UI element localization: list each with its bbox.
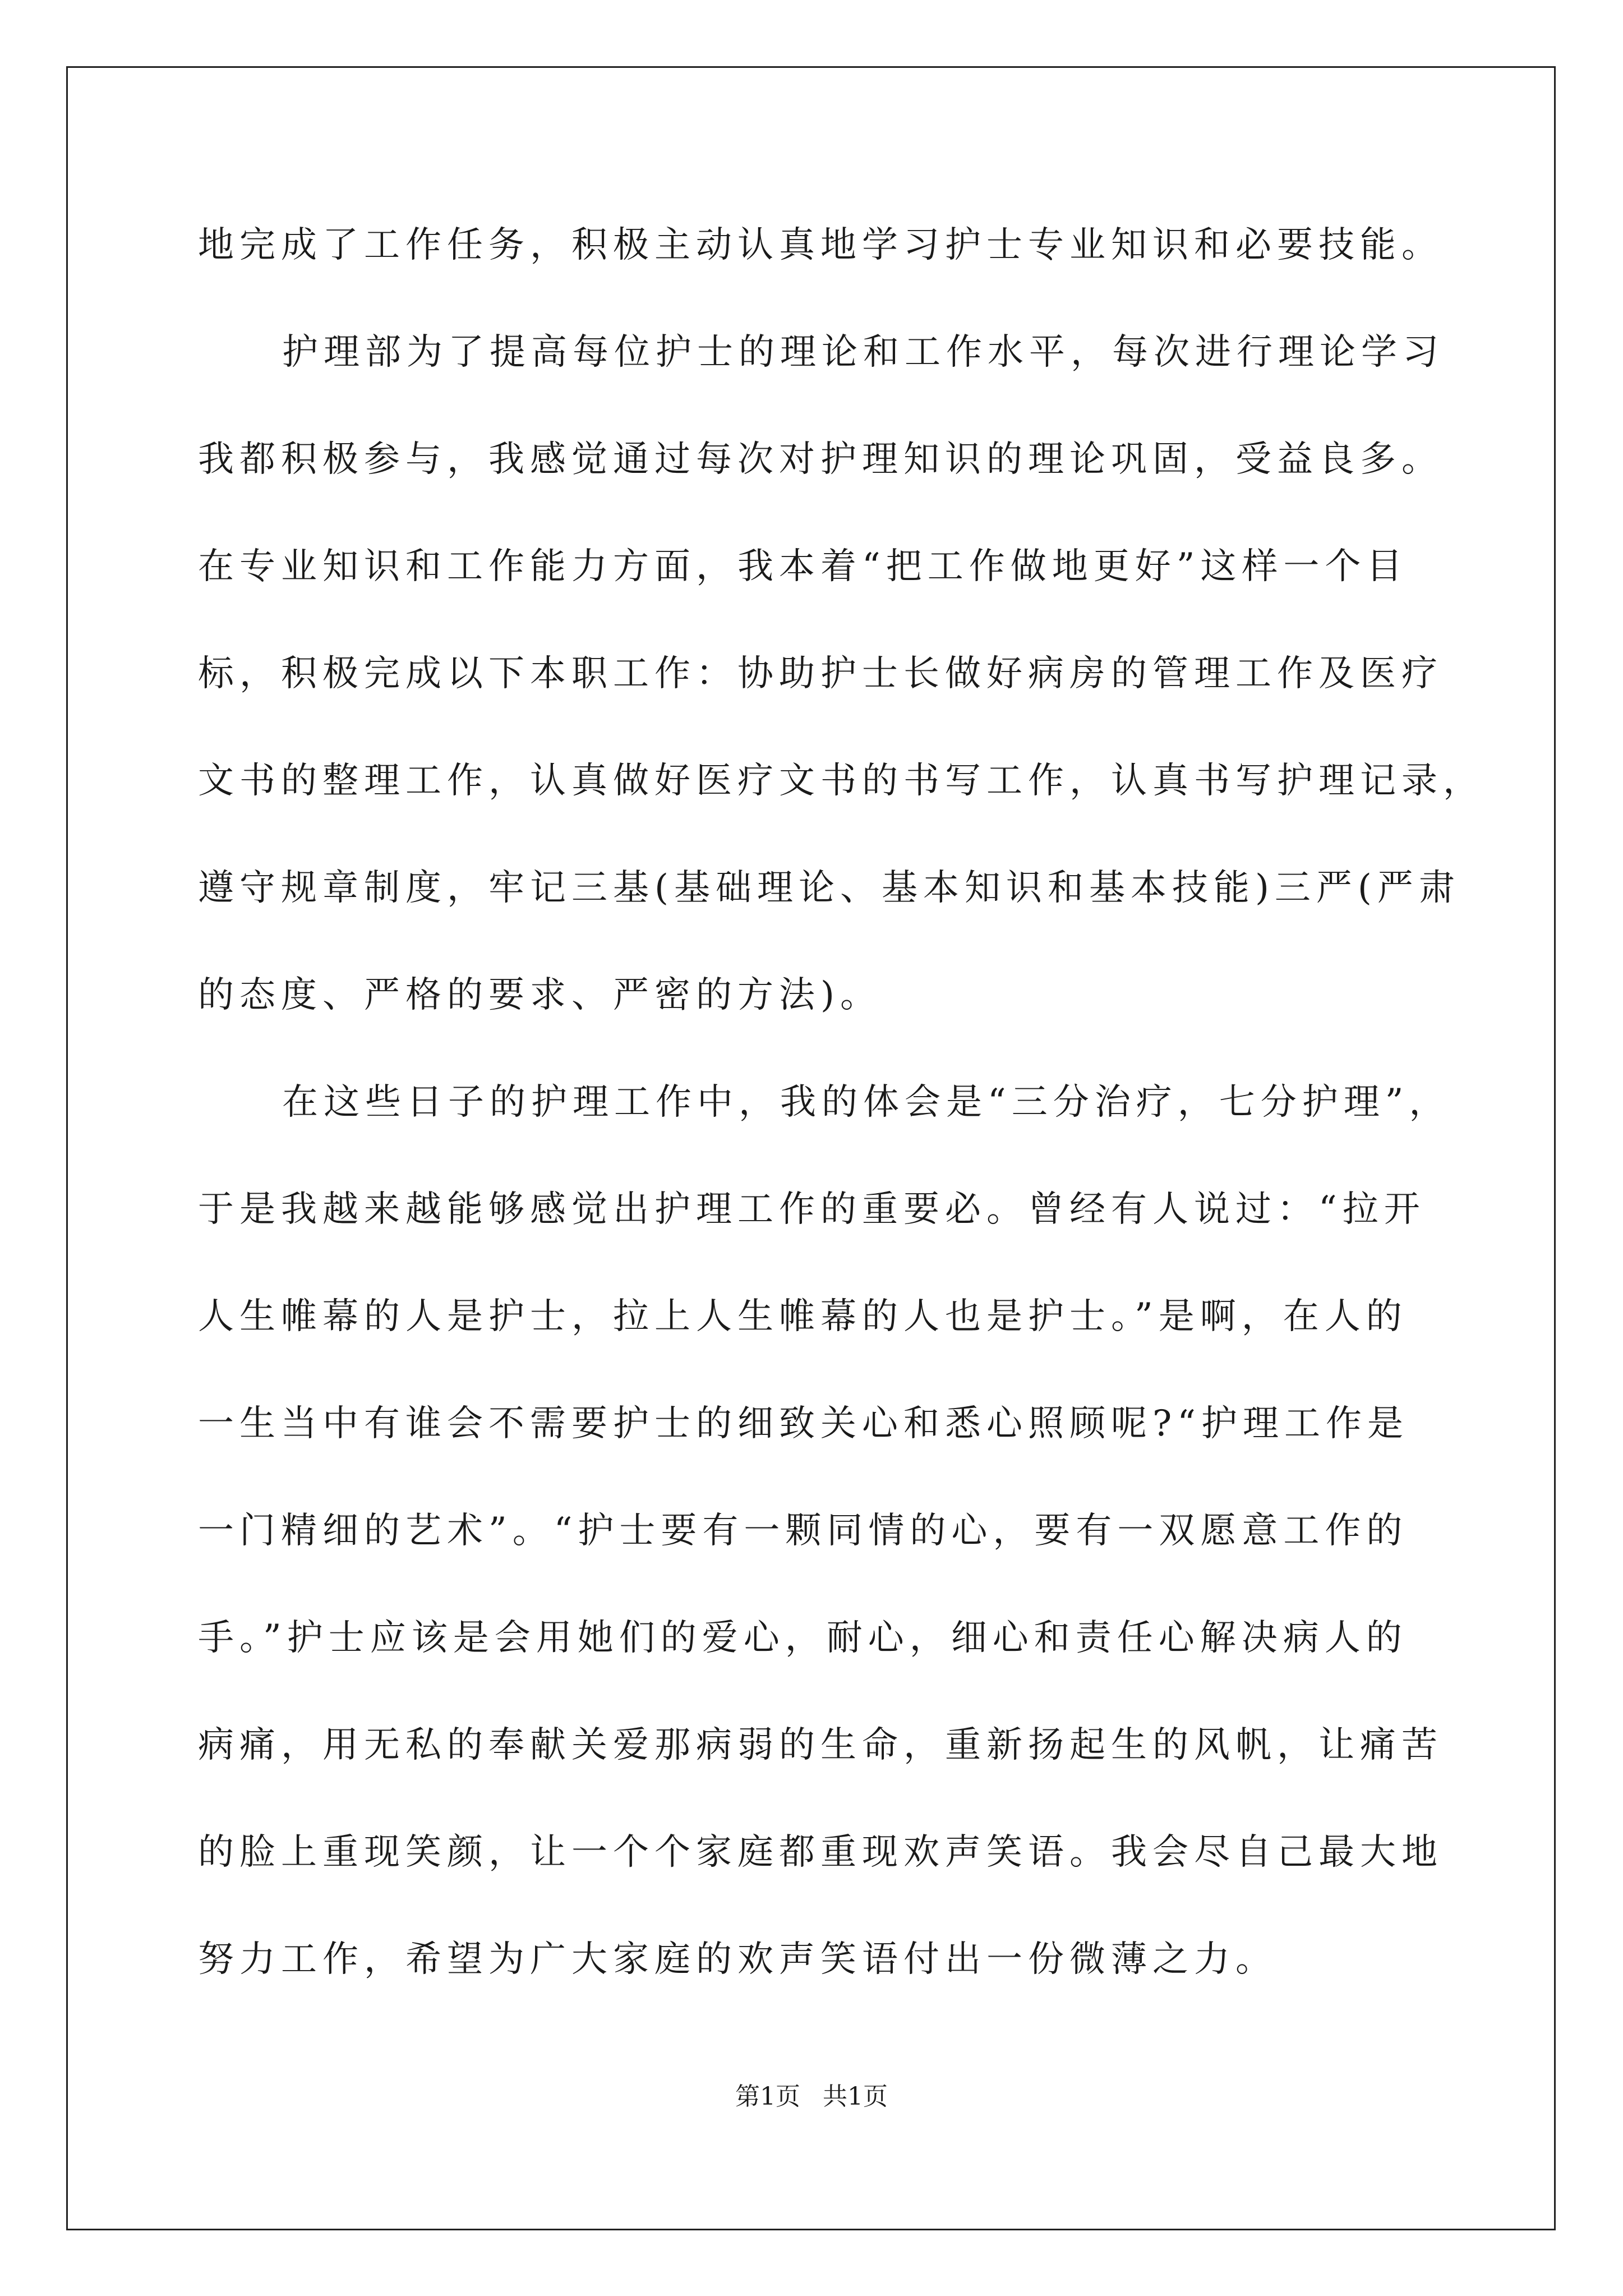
text-line: 人生帷幕的人是护士，拉上人生帷幕的人也是护士。”是啊，在人的: [198, 1296, 1408, 1337]
text-line: 手。”护士应该是会用她们的爱心，耐心，细心和责任心解决病人的: [198, 1617, 1408, 1659]
text-line: 在这些日子的护理工作中，我的体会是“三分治疗，七分护理”，: [282, 1082, 1451, 1123]
text-line: 于是我越来越能够感觉出护理工作的重要必。曾经有人说过：“拉开: [198, 1189, 1426, 1230]
text-line: 遵守规章制度，牢记三基(基础理论、基本知识和基本技能)三严(严肃: [198, 867, 1460, 909]
text-line: 标，积极完成以下本职工作：协助护士长做好病房的管理工作及医疗: [198, 653, 1443, 694]
text-line: 文书的整理工作，认真做好医疗文书的书写工作，认真书写护理记录，: [198, 760, 1484, 802]
text-line: 一门精细的艺术”。“护士要有一颗同情的心，要有一双愿意工作的: [198, 1510, 1408, 1552]
text-line: 我都积极参与，我感觉通过每次对护理知识的理论巩固，受益良多。: [198, 439, 1443, 480]
text-line: 在专业知识和工作能力方面，我本着“把工作做地更好”这样一个目: [198, 546, 1408, 587]
text-line: 的脸上重现笑颜，让一个个家庭都重现欢声笑语。我会尽自己最大地: [198, 1832, 1443, 1873]
page-footer: [0, 2080, 1623, 2114]
text-line: 病痛，用无私的奉献关爱那病弱的生命，重新扬起生的风帆，让痛苦: [198, 1724, 1443, 1766]
text-line: 一生当中有谁会不需要护士的细致关心和悉心照顾呢?“护理工作是: [198, 1403, 1409, 1444]
text-line: 地完成了工作任务，积极主动认真地学习护士专业知识和必要技能。: [198, 224, 1443, 266]
text-line: 护理部为了提高每位护士的理论和工作水平，每次进行理论学习: [282, 332, 1444, 373]
page-number-total: 共1页: [823, 2082, 888, 2111]
page-number-current: 第1页: [735, 2082, 800, 2111]
document-body: [198, 211, 1484, 2033]
text-line: 的态度、严格的要求、严密的方法)。: [198, 974, 882, 1016]
text-line: 努力工作，希望为广大家庭的欢声笑语付出一份微薄之力。: [198, 1939, 1277, 1980]
